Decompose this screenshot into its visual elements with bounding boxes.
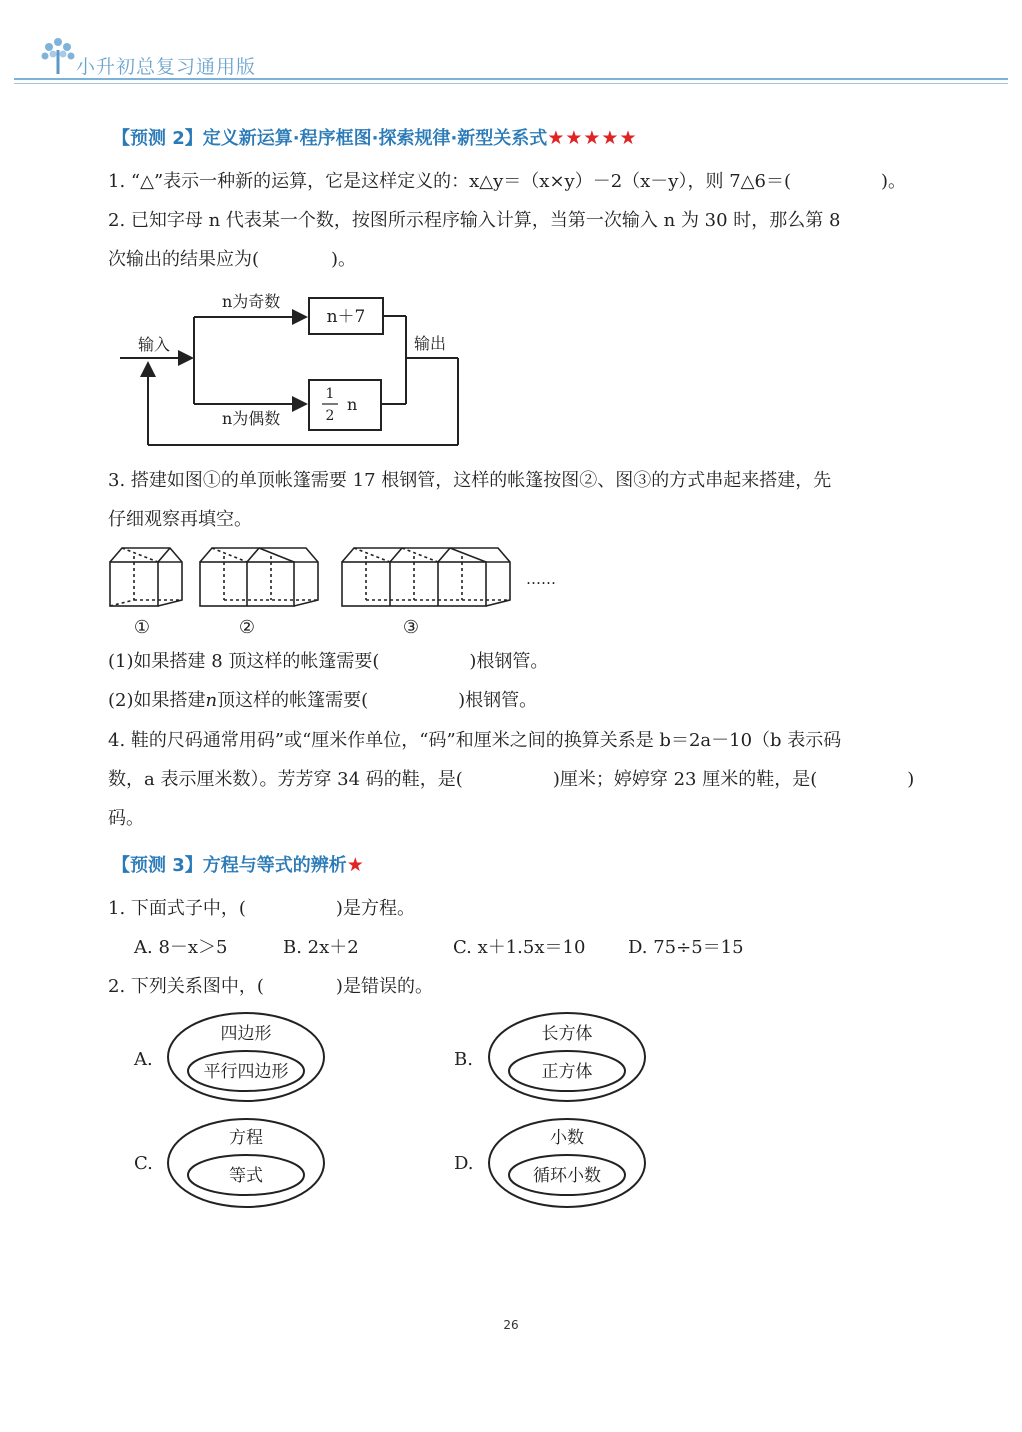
question-2-3-line1: 3. 搭建如图①的单顶帐篷需要 17 根钢管，这样的帐篷按图②、图③的方式串起来搭建，先 (108, 470, 832, 491)
header-logo (40, 36, 76, 76)
question-2-2-line1: 2. 已知字母 n 代表某一个数，按图所示程序输入计算，当第一次输入 n 为 30 时，那么第 8 (108, 210, 841, 231)
question-2-3-line2: 仔细观察再填空。 (108, 509, 252, 530)
q3-sub2-var: n (205, 690, 218, 711)
question-2-3-sub2 (108, 689, 537, 713)
tent-ellipsis: …… (526, 570, 556, 588)
tree-logo-icon (40, 36, 76, 76)
flow-odd-label: n为奇数 (222, 292, 281, 311)
question-2-4-line2: 数，a 表示厘米数）。芳芳穿 34 码的鞋，是( )厘米；婷婷穿 23 厘米的鞋，是( ) (108, 769, 915, 790)
q3-sub2-pre: (2)如果搭建 (108, 690, 206, 711)
section-3-stars: ★ (346, 854, 365, 876)
section-2-stars: ★★★★★ (547, 127, 638, 149)
diagram-d-outer-label: 小数 (550, 1128, 584, 1148)
tent-label-1: ① (133, 617, 151, 638)
relation-diagrams (120, 1005, 680, 1215)
question-2-2-line2: 次输出的结果应为( )。 (108, 249, 357, 270)
tent-figures (104, 540, 574, 644)
flow-frac-den: 2 (325, 408, 335, 424)
flow-output-label: 输出 (414, 334, 447, 353)
tent-3 (342, 548, 510, 606)
diagram-d-letter: D. (454, 1153, 474, 1174)
tent-2 (200, 548, 318, 606)
question-2-4-line1: 4. 鞋的尺码通常用码”或“厘米作单位，“码”和厘米之间的换算关系是 b＝2a－10（b 表示码 (108, 730, 842, 751)
flow-odd-box-text: n＋7 (326, 307, 366, 327)
flow-frac-num: 1 (325, 386, 335, 402)
diagram-a-letter: A. (134, 1049, 153, 1070)
question-3-2: 2. 下列关系图中，( )是错误的。 (108, 976, 433, 997)
box-even (309, 380, 381, 430)
q3-sub2-post: 顶这样的帐篷需要( )根钢管。 (217, 690, 538, 711)
diagram-a-outer-label: 四边形 (220, 1024, 272, 1044)
tent-label-2: ② (238, 617, 256, 638)
header-rule-thin (14, 83, 1008, 84)
question-3-1-option-d: D. 75÷5＝15 (628, 937, 744, 958)
diagram-c-letter: C. (134, 1153, 153, 1174)
tent-label-3: ③ (402, 617, 420, 638)
section-2-title (112, 124, 637, 150)
flow-input-label: 输入 (138, 335, 171, 354)
diagram-c-outer-label: 方程 (229, 1128, 263, 1148)
diagram-c-inner-label: 等式 (229, 1166, 263, 1186)
section-2-title-text: 【预测 2】定义新运算·程序框图·探索规律·新型关系式 (112, 128, 548, 149)
diagram-d-inner-label: 循环小数 (533, 1166, 601, 1186)
section-3-title-text: 【预测 3】方程与等式的辨析 (112, 855, 347, 876)
page-number: 26 (503, 1318, 519, 1332)
question-2-3-sub1: (1)如果搭建 8 顶这样的帐篷需要( )根钢管。 (108, 651, 549, 672)
diagram-b-letter: B. (454, 1049, 473, 1070)
diagram-b-outer-label: 长方体 (541, 1024, 593, 1044)
diagram-b-inner-label: 正方体 (541, 1062, 593, 1082)
diagram-a-inner-label: 平行四边形 (203, 1062, 289, 1082)
section-3-title (112, 851, 365, 877)
header-rule (14, 78, 1008, 80)
tent-1 (110, 548, 182, 606)
question-3-1-option-a: A. 8－x＞5 (134, 937, 228, 958)
question-2-1: 1. “△”表示一种新的运算，它是这样定义的：x△y＝（x×y）－2（x－y），则 7△6＝( )。 (108, 171, 906, 192)
question-3-1: 1. 下面式子中，( )是方程。 (108, 898, 415, 919)
program-flowchart (110, 285, 480, 455)
question-3-1-option-c: C. x＋1.5x＝10 (453, 937, 586, 958)
question-3-1-option-b: B. 2x＋2 (283, 937, 359, 958)
flow-frac-var: n (347, 395, 358, 414)
header-title: 小升初总复习通用版 (76, 56, 257, 78)
flow-even-label: n为偶数 (222, 409, 281, 428)
question-2-4-line3: 码。 (108, 808, 144, 829)
